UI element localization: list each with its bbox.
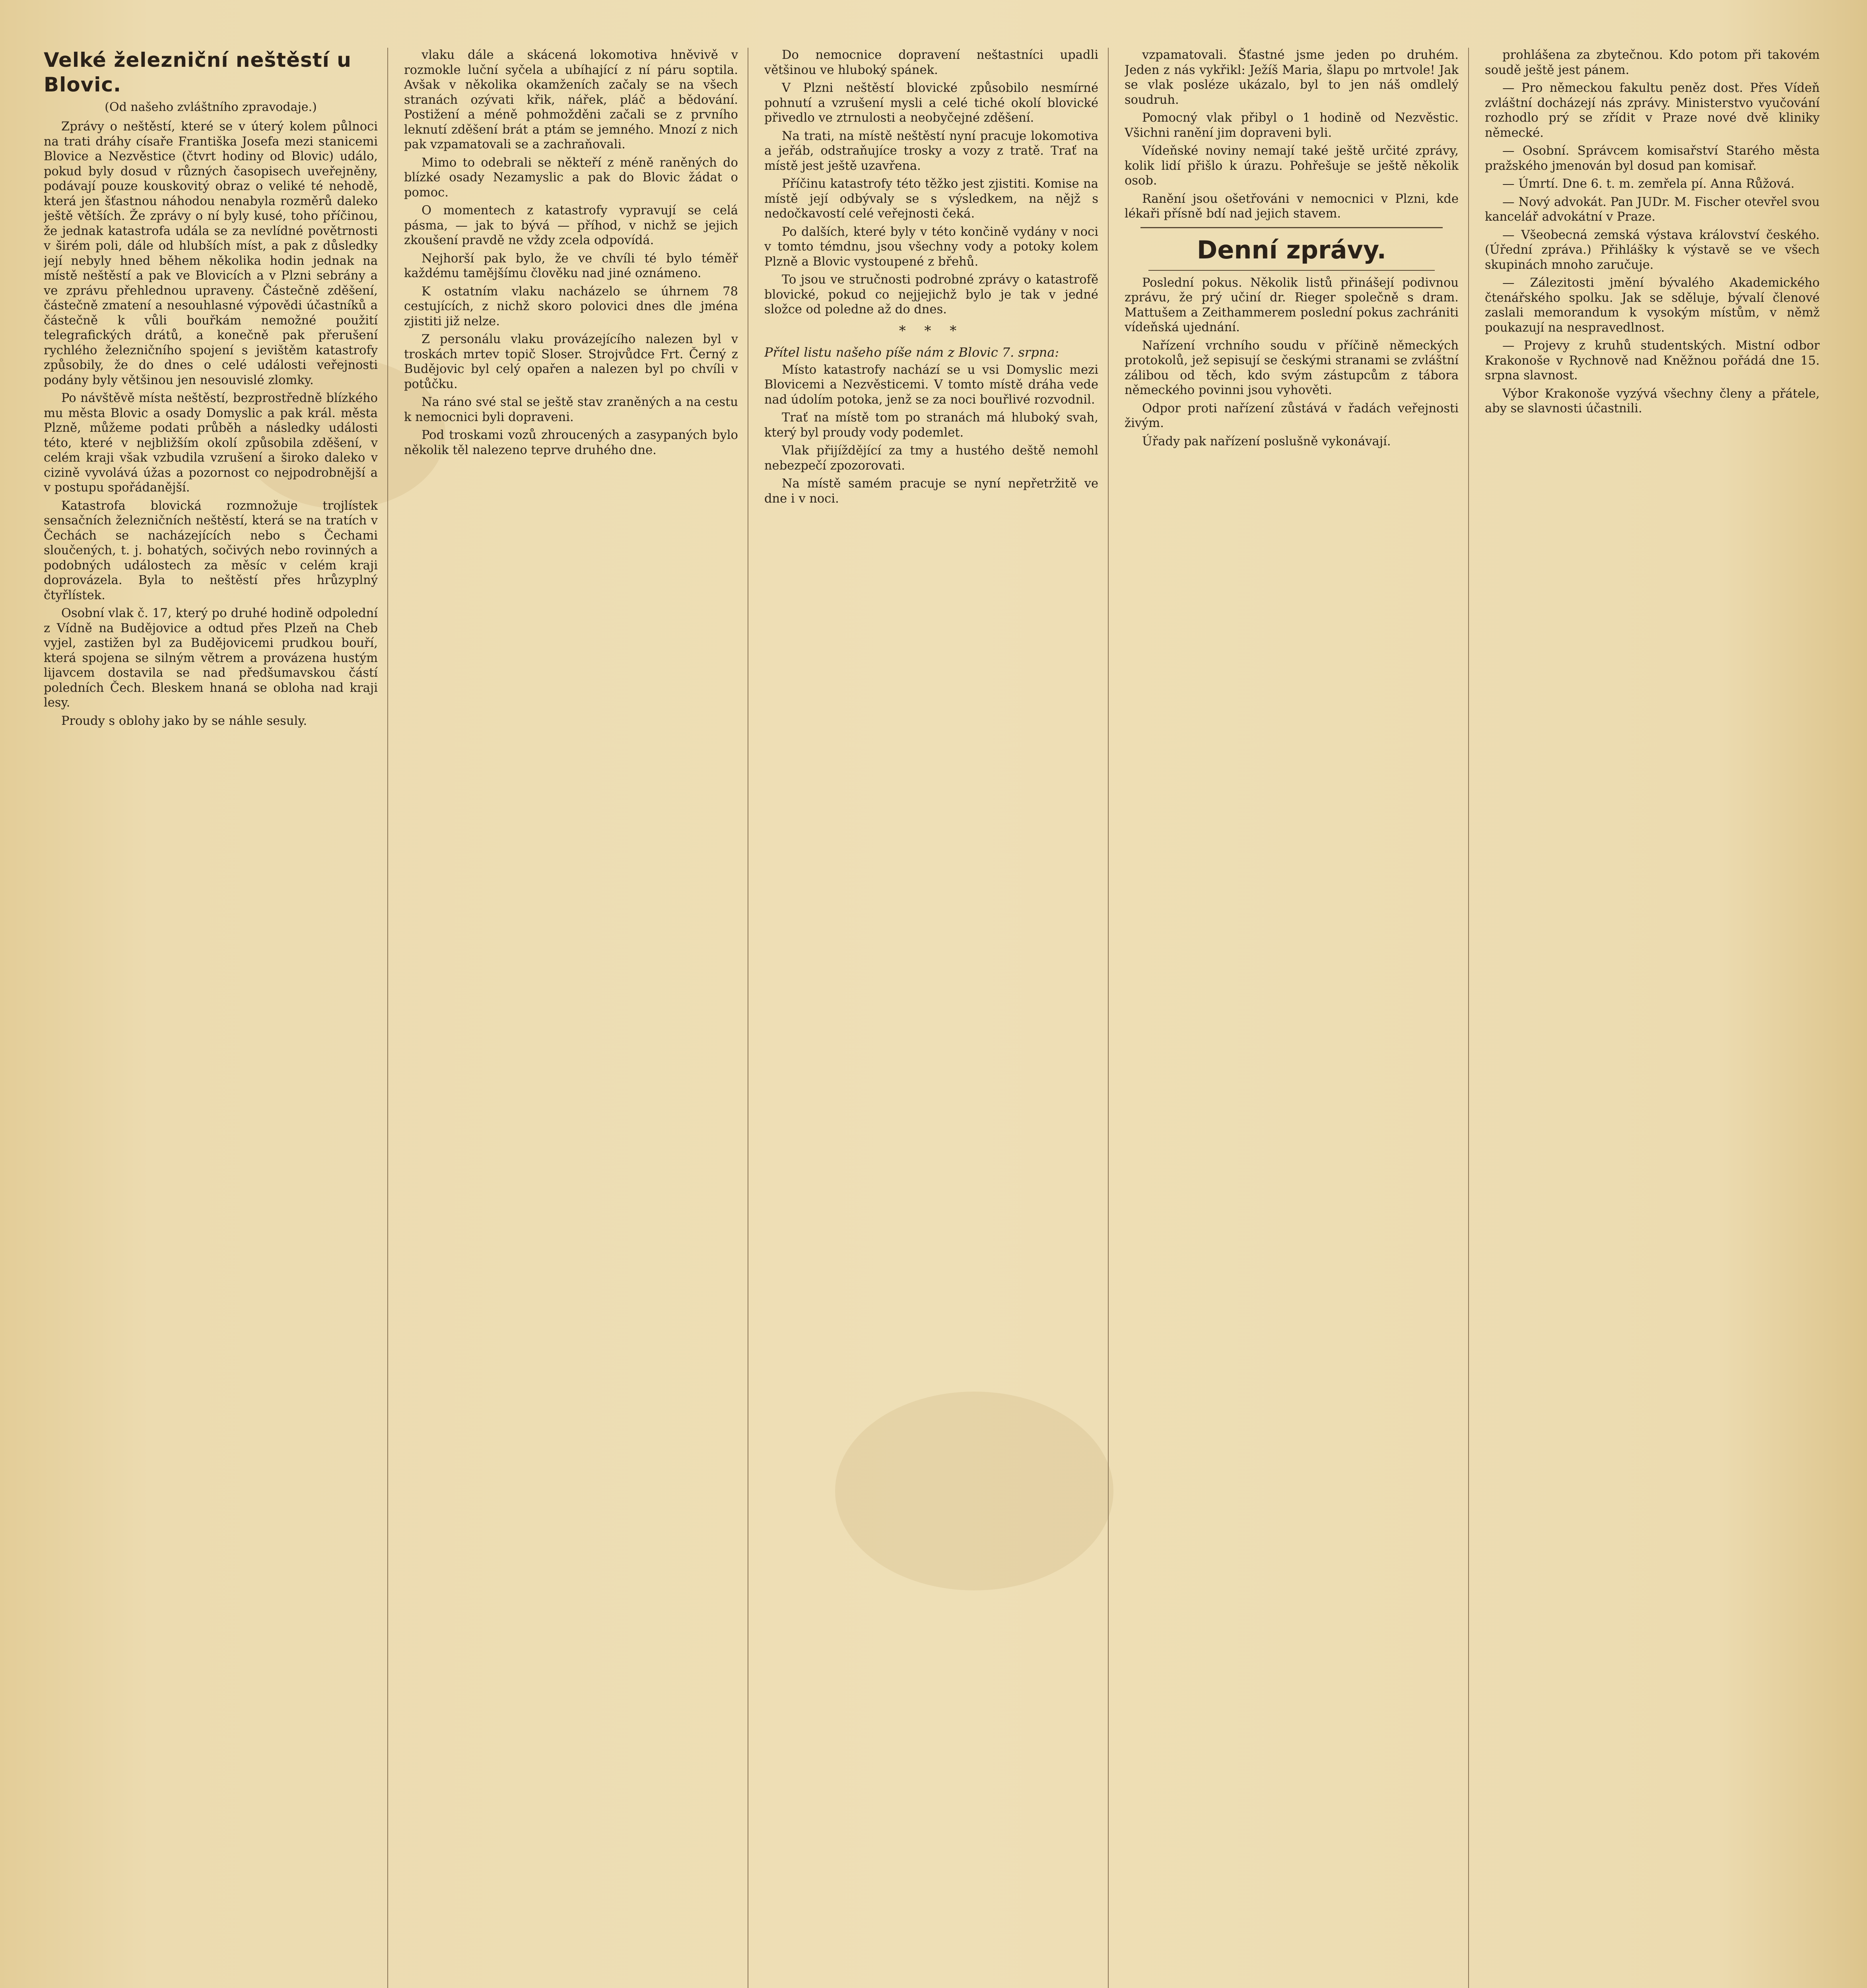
news-item: — Všeobecná zemská výstava království českého. (Úřední zpráva.) Přihlášky k výstavě se ve všech skupinách mnoho zaručuje. bbox=[1485, 228, 1820, 272]
paragraph: Příčinu katastrofy této těžko jest zjistiti. Komise na místě její odbývaly se s výsledkem, na nějž s nedočkavostí celé veřejnosti čeká. bbox=[764, 177, 1098, 221]
paragraph: Pod troskami vozů zhroucených a zasypaných bylo několik těl nalezeno teprve druhého dne. bbox=[404, 428, 738, 457]
section-separator: * * * bbox=[899, 322, 964, 339]
paragraph: Po návštěvě místa neštěstí, bezprostředně blízkého mu města Blovic a osady Domyslic a pak král. města Plzně, můžeme podati průběh a následky události této, které v nejbližším okolí způsobila zděšení, v celém kraji však vzbudila vzrušení a široko daleko v cizině vyvolává úžas a pozornost co nejpodrobnější a v postupu spořádanější. bbox=[44, 391, 378, 495]
article-byline: (Od našeho zvláštního zpravodaje.) bbox=[105, 100, 317, 114]
paragraph: vlaku dále a skácená lokomotiva hněvivě v rozmokle luční syčela a ubíhající z ní páru soptila. Avšak v několika okamženích začaly se na všech stranách ozývati křik, nářek, pláč a bědování. Postižení a méně pohmožděni začali se z prvního leknutí zděšení brát a ptám se jemného. Mnozí z nich pak vzpamatovali se a zachraňovali. bbox=[404, 48, 738, 151]
dateline: Přítel listu našeho píše nám z Blovic 7. srpna: bbox=[764, 344, 1059, 360]
paragraph: Ranění jsou ošetřováni v nemocnici v Plzni, kde lékaři přísně bdí nad jejich stavem. bbox=[1125, 192, 1459, 221]
column-3 bbox=[764, 48, 1109, 1988]
news-item: Nařízení vrchního soudu v příčině německých protokolů, jež sepisují se českými stranami se zvláštní zálibou od těch, kdo svým zástupcům z tábora německého povinni jsou vyhověti. bbox=[1125, 338, 1459, 397]
article-headline: Velké železniční neštěstí u Blovic. bbox=[44, 49, 352, 96]
paragraph: Nejhorší pak bylo, že ve chvíli té bylo téměř každému tamějšímu člověku nad jiné oznámeno. bbox=[404, 251, 738, 280]
paragraph: Osobní vlak č. 17, který po druhé hodině odpolední z Vídně na Budějovice a odtud přes Plzeň na Cheb vyjel, zastižen byl za Budějovicemi prudkou bouří, která spojena se silným větrem a provázena hustým lijavcem dostavila se nad předšumavskou částí poledních Čech. Bleskem hnaná se obloha nad kraji lesy. bbox=[44, 606, 378, 710]
news-item: Poslední pokus. Několik listů přinášejí podivnou zprávu, že prý učiní dr. Rieger společně s dram. Mattušem a Zeithammerem poslední pokus zachrániti vídeňská ujednání. bbox=[1125, 276, 1459, 334]
paragraph: O momentech z katastrofy vypravují se celá pásma, — jak to bývá — příhod, v nichž se jejich zkoušení pravdě ne vždy zcela odpovídá. bbox=[404, 204, 738, 247]
paragraph: Zprávy o neštěstí, které se v úterý kolem půlnoci na trati dráhy císaře Františka Josefa mezi stanicemi Blovice a Nezvěstice (čtvrt hodiny od Blovic) událo, pokud byly dosud v různých časopisech uveřejněny, podávají pouze kouskovitý obraz o veliké té nehodě, která jen šťastnou náhodou nenabyla rozměrů daleko ještě větších. Že zprávy o ní byly kusé, toho příčinou, že jednak katastrofa udála se za nevlídné povětrnosti v širém poli, dále od hlubších míst, a pak z důsledky její nebyly hned během několika hodin jednak na místě neštěstí a pak ve Blovicích a v Plzni sebrány a ve zprávu přehlednou upraveny. Částečně zděšení, částečně zmatení a nesouhlasné výpovědi účastníků a částečně k vůli bouřkám nemožné použití telegrafických drátů, a konečně pak přerušení rychlého železničního spojení s jevištěm katastrofy způsobily, že do dnes o celé události veřejnosti podány byly většinou jen nesouvislé zlomky. bbox=[44, 120, 378, 387]
section-title: Denní zprávy. bbox=[1197, 235, 1387, 264]
paragraph: V Plzni neštěstí blovické způsobilo nesmírné pohnutí a vzrušení mysli a celé tiché okolí blovické přivedlo ve ztrnulosti a neobyčejné zděšení. bbox=[764, 81, 1098, 125]
paragraph: Na trati, na místě neštěstí nyní pracuje lokomotiva a jeřáb, odstraňujíce trosky a vozy z tratě. Trať na místě jest ještě uzavřena. bbox=[764, 129, 1098, 173]
news-item: — Zálezitosti jmění bývalého Akademického čtenářského spolku. Jak se sděluje, bývalí členové zaslali memorandum k vysokým místům, v němž poukazují na nespravedlnost. bbox=[1485, 276, 1820, 335]
paragraph: To jsou ve stručnosti podrobné zprávy o katastrofě blovické, pokud co nejjejichž bylo je tak v jedné složce od poledne až do dnes. bbox=[764, 273, 1098, 316]
paragraph: prohlášena za zbytečnou. Kdo potom při takovém soudě ještě jest pánem. bbox=[1485, 48, 1820, 77]
paragraph: Do nemocnice dopravení neštastníci upadli většinou ve hluboký spánek. bbox=[764, 48, 1098, 77]
paragraph: Z personálu vlaku provázejícího nalezen byl v troskách mrtev topič Sloser. Strojvůdce Frt. Černý z Budějovic byl celý opařen a nalezen byl po chvíli v potůčku. bbox=[404, 332, 738, 391]
paragraph: Na ráno své stal se ještě stav zraněných a na cestu k nemocnici byli dopraveni. bbox=[404, 395, 738, 424]
paragraph: Katastrofa blovická rozmnožuje trojlístek sensačních železničních neštěstí, která se na tratích v Čechách se nacházejících nebo s Čechami sloučených, t. j. bohatých, sočivých nebo rovinných a podobných událostech za měsíc v celém kraji doprovázela. Byla to neštěstí přes hrůzyplný čtyřlístek. bbox=[44, 499, 378, 602]
paragraph: vzpamatovali. Šťastné jsme jeden po druhém. Jeden z nás vykřikl: Ježíš Maria, šlapu po mrtvole! Jak se vlak posléze ukázalo, byl to jen náš omdlelý soudruh. bbox=[1125, 48, 1459, 107]
news-item: — Úmrtí. Dne 6. t. m. zemřela pí. Anna Růžová. bbox=[1502, 177, 1795, 191]
news-item: — Projevy z kruhů studentských. Mistní odbor Krakonoše v Rychnově nad Kněžnou pořádá dne 15. srpna slavnost. bbox=[1485, 339, 1820, 382]
news-item: — Pro německou fakultu peněz dost. Přes Vídeň zvláštní docházejí nás zprávy. Ministerstvo vyučování rozhodlo prý se zřídit v Praze nové dvě kliniky německé. bbox=[1485, 81, 1820, 140]
news-item: — Nový advokát. Pan JUDr. M. Fischer otevřel svou kancelář advokátní v Praze. bbox=[1485, 195, 1820, 224]
column-1 bbox=[44, 48, 388, 1988]
section-rule bbox=[1140, 227, 1443, 228]
column-5 bbox=[1485, 48, 1829, 1988]
paragraph: Mimo to odebrali se někteří z méně raněných do blízké osady Nezamyslic a pak do Blovic žádat o pomoc. bbox=[404, 155, 738, 200]
text-columns bbox=[44, 48, 1829, 1988]
paragraph: Proudy s oblohy jako by se náhle sesuly. bbox=[61, 714, 307, 728]
news-item: Úřady pak nařízení poslušně vykonávají. bbox=[1142, 434, 1391, 448]
paragraph: Místo katastrofy nachází se u vsi Domyslic mezi Blovicemi a Nezvěsticemi. V tomto místě dráha vede nad údolím potoka, jenž se za noci bouřlivé rozvodnil. bbox=[764, 363, 1098, 407]
section-rule bbox=[1148, 270, 1435, 271]
paragraph: Po dalších, které byly v této končině vydány v noci v tomto témdnu, jsou všechny vody a potoky kolem Plzně a Blovic vystoupené z břehů. bbox=[764, 225, 1098, 269]
paragraph: K ostatním vlaku nacházelo se úhrnem 78 cestujících, z nichž skoro polovici dnes dle jména zjistiti již nelze. bbox=[404, 284, 738, 328]
paragraph: Vídeňské noviny nemají také ještě určité zprávy, kolik lidí přišlo k úrazu. Pohřešuje se ještě několik osob. bbox=[1125, 144, 1459, 188]
news-item: — Osobní. Správcem komisařství Starého města pražského jmenován byl dosud pan komisař. bbox=[1485, 144, 1820, 173]
paragraph: Pomocný vlak přibyl o 1 hodině od Nezvěstic. Všichni ranění jim dopraveni byli. bbox=[1125, 111, 1459, 140]
news-item: Odpor proti nařízení zůstává v řadách veřejnosti živým. bbox=[1125, 401, 1459, 430]
news-item: Výbor Krakonoše vyzývá všechny členy a přátele, aby se slavnosti účastnili. bbox=[1485, 386, 1820, 415]
paragraph: Vlak přijíždějící za tmy a hustého deště nemohl nebezpečí zpozorovati. bbox=[764, 444, 1098, 473]
column-2 bbox=[404, 48, 748, 1988]
column-4 bbox=[1125, 48, 1469, 1988]
paragraph: Na místě samém pracuje se nyní nepřetržitě ve dne i v noci. bbox=[764, 477, 1098, 506]
paragraph: Trať na místě tom po stranách má hluboký svah, který byl proudy vody podemlet. bbox=[764, 411, 1098, 440]
